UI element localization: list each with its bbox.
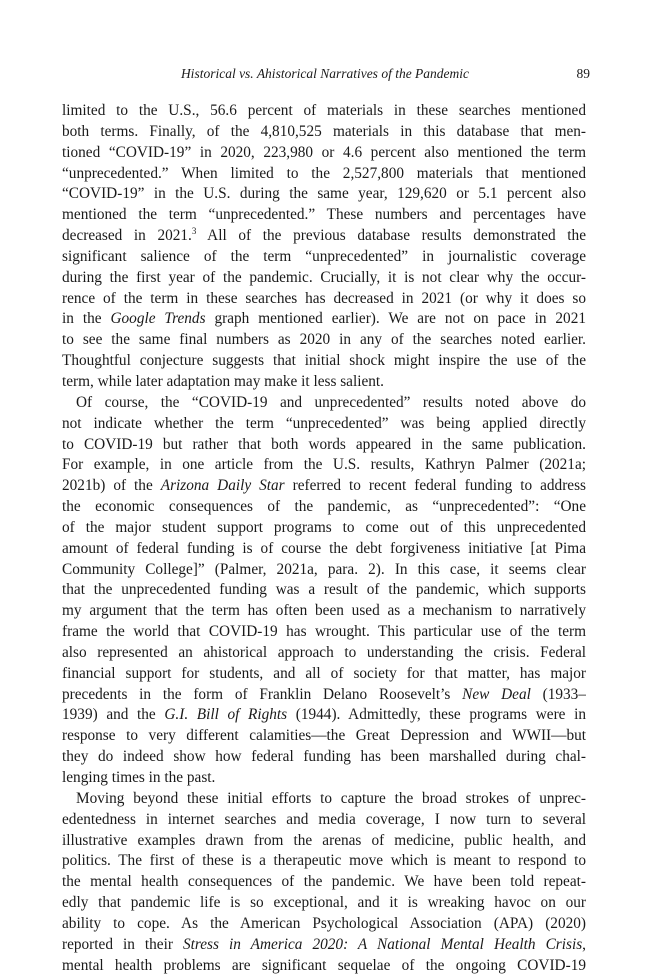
italic-title: Stress in America 2020: A National Mental Health Crisis <box>182 935 583 953</box>
text-line <box>62 935 586 956</box>
text-run: that the unprecedented funding was a result of the pandemic, which supports <box>62 581 586 599</box>
text-run: “COVID-19” in the U.S. during the same year, 129,620 or 5.1 percent also <box>62 185 586 203</box>
footnote-marker: 3 <box>191 226 197 237</box>
text-run: to COVID-19 but rather that both words appeared in the same publication. <box>62 435 586 453</box>
text-run: to see the same final numbers as 2020 in any of the searches noted earlier. <box>62 331 586 349</box>
text-run: the economic consequences of the pandemic, as “unprecedented”: “One <box>62 498 586 516</box>
text-line <box>62 289 586 310</box>
text-line <box>62 539 586 560</box>
text-line <box>62 497 586 518</box>
text-line <box>62 831 586 852</box>
text-line <box>62 435 586 456</box>
text-run: politics. The first of these is a therapeutic move which is meant to respond to <box>62 852 586 870</box>
text-run: amount of federal funding is of course the debt forgiveness initiative [at Pima <box>62 539 586 557</box>
text-line <box>62 747 586 768</box>
text-run: not indicate whether the term “unprecedented” was being applied directly <box>62 414 586 432</box>
body-text <box>62 101 586 976</box>
text-run: mental health problems are significant sequelae of the ongoing COVID-19 <box>62 956 586 974</box>
text-run: in the <box>62 310 111 328</box>
text-line <box>62 372 586 393</box>
page-number: 89 <box>576 66 590 81</box>
text-run: significant salience of the term “unprecedented” in journalistic coverage <box>62 247 586 265</box>
text-run: Of course, the “COVID-19 and unprecedented” results noted above do <box>76 393 586 411</box>
text-line <box>62 643 586 664</box>
text-run: (1933– <box>530 685 586 703</box>
text-run: they do indeed show how federal funding has been marshalled during chal- <box>62 748 586 766</box>
text-run: “unprecedented.” When limited to the 2,527,800 materials that mentioned <box>62 164 586 182</box>
text-line <box>62 893 586 914</box>
text-line <box>62 414 586 435</box>
text-line <box>62 455 586 476</box>
text-line <box>62 309 586 330</box>
text-line <box>62 247 586 268</box>
text-run: mentioned the term “unprecedented.” These numbers and percentages have <box>62 206 586 224</box>
text-run: limited to the U.S., 56.6 percent of materials in these searches mentioned <box>62 102 586 119</box>
text-line <box>62 956 586 976</box>
text-run: financial support for students, and all of society for that matter, has major <box>62 664 586 682</box>
running-head <box>60 66 590 88</box>
text-line <box>62 768 586 789</box>
text-run: precedents in the form of Franklin Delano Roosevelt’s <box>62 685 463 703</box>
text-run: (1944). Admittedly, these programs were in <box>287 706 586 724</box>
text-line <box>62 622 586 643</box>
running-title: Historical vs. Ahistorical Narratives of the Pandemic <box>180 66 470 81</box>
text-line <box>62 580 586 601</box>
text-line <box>62 810 586 831</box>
italic-title: Arizona Daily Star <box>160 477 285 495</box>
text-line <box>62 518 586 539</box>
text-line <box>62 393 586 414</box>
text-line <box>62 351 586 372</box>
text-run: Thoughtful conjecture suggests that initial shock might inspire the use of the <box>62 352 586 370</box>
text-run: All of the previous database results demonstrated the <box>196 227 586 245</box>
text-line <box>62 851 586 872</box>
text-line <box>62 164 586 185</box>
text-line <box>62 226 586 247</box>
text-run: lenging times in the past. <box>62 769 216 786</box>
text-run: ability to cope. As the American Psychological Association (APA) (2020) <box>62 914 586 932</box>
text-run: rence of the term in these searches has decreased in 2021 (or why it does so <box>62 289 586 307</box>
italic-title: G.I. Bill of Rights <box>164 706 288 724</box>
text-line <box>62 789 586 810</box>
text-line <box>62 705 586 726</box>
text-line <box>62 330 586 351</box>
text-run: referred to recent federal funding to address <box>284 477 586 495</box>
text-run: graph mentioned earlier). We are not on pace in 2021 <box>205 310 586 328</box>
text-line <box>62 685 586 706</box>
text-line <box>62 184 586 205</box>
text-line <box>62 726 586 747</box>
text-run: my argument that the term has often been used as a mechanism to narratively <box>62 602 586 620</box>
italic-title: Google Trends <box>110 310 206 328</box>
text-line <box>62 914 586 935</box>
text-run: both terms. Finally, of the 4,810,525 materials in this database that men- <box>62 122 586 140</box>
text-line <box>62 101 586 122</box>
text-run: response to very different calamities—the Great Depression and WWII—but <box>62 727 586 745</box>
text-run: the mental health consequences of the pandemic. We have been told repeat- <box>62 873 586 891</box>
text-run: 1939) and the <box>62 706 165 724</box>
italic-title: New Deal <box>462 685 531 703</box>
text-run: 2021b) of the <box>62 477 161 495</box>
text-line <box>62 122 586 143</box>
text-line <box>62 872 586 893</box>
text-line <box>62 601 586 622</box>
text-line <box>62 664 586 685</box>
text-line <box>62 205 586 226</box>
text-run: also represented an ahistorical approach to understanding the crisis. Federal <box>62 643 586 661</box>
text-run: Moving beyond these initial efforts to capture the broad strokes of unprec- <box>76 789 586 807</box>
text-run: Community College]” (Palmer, 2021a, para. 2). In this case, it seems clear <box>62 560 586 578</box>
text-run: illustrative examples drawn from the arenas of medicine, public health, and <box>62 831 586 849</box>
text-line <box>62 560 586 581</box>
text-run: frame the world that COVID-19 has wrought. This particular use of the term <box>62 623 586 641</box>
text-run: during the first year of the pandemic. Crucially, it is not clear why the occur- <box>62 268 586 286</box>
text-run: tioned “COVID-19” in 2020, 223,980 or 4.6 percent also mentioned the term <box>62 143 586 161</box>
text-run: reported in their <box>62 935 183 953</box>
text-line <box>62 268 586 289</box>
text-run: For example, in one article from the U.S. results, Kathryn Palmer (2021a; <box>62 456 586 474</box>
text-run: , <box>582 935 586 953</box>
text-line <box>62 143 586 164</box>
text-run: of the major student support programs to come out of this unprecedented <box>62 518 586 536</box>
text-run: edentedness in internet searches and media coverage, I now turn to several <box>62 810 586 828</box>
text-run: decreased in 2021. <box>62 227 192 245</box>
text-line <box>62 476 586 497</box>
text-run: edly that pandemic life is so exceptional, and it is wreaking havoc on our <box>62 894 586 912</box>
text-run: term, while later adaptation may make it less salient. <box>62 372 384 390</box>
